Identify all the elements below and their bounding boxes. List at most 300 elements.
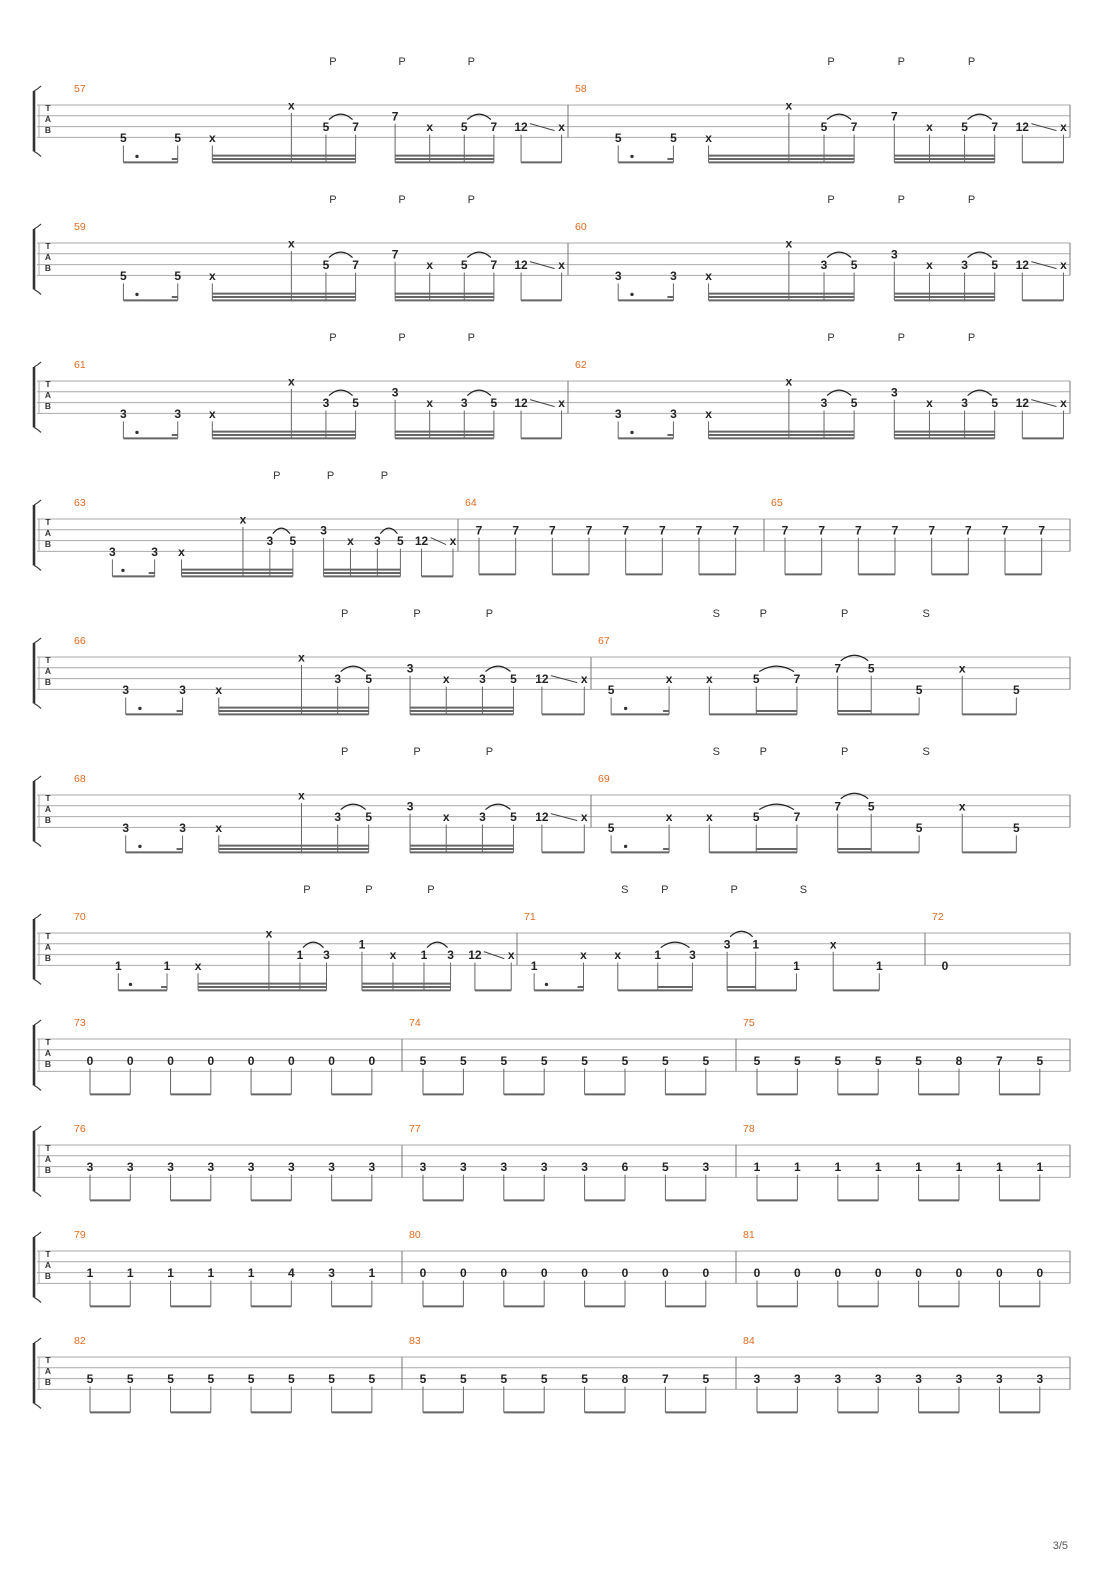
dead-note: x [426,258,434,273]
dot [138,845,141,848]
fret-number: 6 [621,1160,629,1175]
fret-number: 3 [689,948,696,963]
measure-number: 65 [771,497,783,509]
fret-number: 12 [514,396,528,411]
fret-number: 3 [323,948,330,963]
fret-number: 7 [818,523,826,538]
fret-number: 5 [752,810,760,825]
fret-number: 5 [322,258,330,273]
fret-number: 5 [419,1054,427,1069]
fret-number: 7 [1001,523,1009,538]
pull-off-arc [485,804,510,810]
fret-number: 1 [874,1160,882,1175]
fret-number: 3 [874,1372,882,1387]
fret-number: 3 [328,1160,335,1175]
fret-number: 3 [723,937,731,952]
pull-off-arc [759,804,794,810]
fret-number: 1 [654,948,662,963]
fret-number: 3 [834,1372,842,1387]
fret-number: 5 [174,268,182,283]
measure-number: 77 [409,1123,421,1135]
dead-note: x [558,258,565,273]
slide-mark: S [799,884,808,896]
fret-number: 5 [752,672,760,687]
slide-line [530,124,555,131]
dead-note: x [785,374,793,389]
fret-number: 5 [540,1054,548,1069]
pull-off-mark: P [827,56,835,68]
fret-number: 1 [996,1160,1003,1175]
dead-note: x [829,937,837,952]
dead-note: x [1060,396,1067,411]
pull-off-mark: P [380,470,389,482]
fret-number: 5 [419,1372,427,1387]
fret-number: 5 [1036,1054,1044,1069]
fret-number: 7 [964,523,972,538]
fret-number: 1 [915,1160,922,1175]
fret-number: 3 [702,1160,710,1175]
pull-off-mark: P [398,194,406,206]
pull-off-mark: P [897,332,905,344]
fret-number: 0 [126,1054,134,1069]
tab-clef-t: T [45,793,51,803]
pull-off-mark: P [759,608,767,620]
fret-number: 5 [662,1054,669,1069]
fret-number: 5 [662,1160,669,1175]
pull-off-mark: P [303,884,311,896]
pull-off-mark: P [827,332,835,344]
dead-note: x [1060,258,1067,273]
pull-off-arc [730,931,753,937]
measure-number: 83 [409,1335,421,1347]
dead-note: x [215,820,223,835]
pull-off-mark: P [365,884,373,896]
pull-off-mark: P [340,608,349,620]
tab-clef-a: A [44,1154,52,1164]
pull-off-mark: P [967,56,976,68]
fret-number: 5 [834,1054,842,1069]
dead-note: x [958,661,966,676]
fret-number: 7 [781,523,789,538]
slide-mark: S [712,746,720,758]
measure-number: 58 [575,83,587,95]
measure-number: 62 [575,359,587,371]
fret-number: 3 [419,1160,427,1175]
tab-clef-t: T [45,655,51,665]
fret-number: 0 [955,1266,963,1281]
measure-number: 64 [465,497,477,509]
fret-number: 3 [460,396,468,411]
tab-system [34,1232,41,1302]
measure-number: 75 [743,1017,755,1029]
fret-number: 7 [391,247,399,262]
fret-number: 1 [296,948,304,963]
dot [138,707,141,710]
tab-system [34,776,41,846]
fret-number: 1 [126,1266,134,1281]
fret-number: 3 [391,385,399,400]
fret-number: 7 [490,258,498,273]
fret-number: 7 [834,799,842,814]
fret-number: 3 [996,1372,1003,1387]
fret-number: 1 [86,1266,94,1281]
fret-number: 1 [368,1266,376,1281]
fret-number: 7 [793,810,801,825]
fret-number: 3 [540,1160,548,1175]
pull-off-arc [329,390,353,396]
tab-clef-a: A [44,1366,52,1376]
dead-note: x [614,948,622,963]
fret-number: 0 [874,1266,882,1281]
fret-number: 5 [991,258,999,273]
fret-number: 0 [621,1266,629,1281]
fret-number: 7 [662,1372,669,1387]
fret-number: 5 [490,396,498,411]
fret-number: 5 [120,130,127,145]
measure-number: 84 [743,1335,755,1347]
tab-clef-b: B [44,539,52,549]
fret-number: 5 [874,1054,882,1069]
fret-number: 3 [247,1160,255,1175]
dot [624,707,627,710]
fret-number: 3 [174,406,182,421]
fret-number: 5 [540,1372,548,1387]
pull-off-arc [467,252,491,258]
measure-number: 63 [74,497,86,509]
measure-number: 68 [74,773,86,785]
pull-off-mark: P [398,56,406,68]
fret-number: 5 [581,1054,588,1069]
fret-number: 0 [834,1266,842,1281]
dead-note: x [926,258,933,273]
fret-number: 3 [122,820,130,835]
fret-number: 5 [867,661,875,676]
pull-off-mark: P [467,194,475,206]
fret-number: 3 [447,948,454,963]
dead-note: x [288,374,295,389]
fret-number: 1 [793,958,800,973]
pull-off-mark: P [329,56,337,68]
fret-number: 5 [86,1372,94,1387]
dead-note: x [288,98,295,113]
pull-off-arc [968,390,992,396]
dot [630,431,633,434]
pull-off-mark: P [759,746,767,758]
fret-number: 5 [126,1372,134,1387]
fret-number: 12 [514,120,528,135]
dead-note: x [426,120,434,135]
fret-number: 3 [122,682,130,697]
tab-system [34,638,41,708]
fret-number: 5 [500,1372,508,1387]
fret-number: 1 [420,948,428,963]
fret-number: 7 [658,523,666,538]
fret-number: 3 [179,682,186,697]
fret-number: 3 [670,268,677,283]
fret-number: 8 [621,1372,629,1387]
fret-number: 5 [867,799,875,814]
fret-number: 5 [397,534,404,549]
fret-number: 3 [266,534,274,549]
tab-clef-t: T [45,379,51,389]
fret-number: 5 [621,1054,629,1069]
fret-number: 3 [890,247,898,262]
pull-off-arc [968,252,992,258]
fret-number: 5 [365,672,373,687]
slide-mark: S [712,608,720,620]
dot [545,983,548,986]
fret-number: 0 [368,1054,376,1069]
measure-number: 69 [598,773,610,785]
fret-number: 0 [500,1266,508,1281]
pull-off-mark: P [485,608,494,620]
fret-number: 5 [753,1054,761,1069]
fret-number: 5 [460,120,468,135]
tab-clef-b: B [44,263,52,273]
fret-number: 5 [1013,682,1020,697]
tab-clef-b: B [44,815,52,825]
tab-clef-t: T [45,241,51,251]
fret-number: 3 [368,1160,376,1175]
dead-note: x [665,810,673,825]
fret-number: 1 [207,1266,215,1281]
pull-off-mark: P [827,194,835,206]
fret-number: 7 [352,258,359,273]
fret-number: 0 [328,1054,335,1069]
fret-number: 5 [915,820,923,835]
fret-number: 4 [287,1266,295,1281]
fret-number: 7 [475,523,483,538]
fret-number: 1 [530,958,538,973]
pull-off-mark: P [661,884,669,896]
dead-note: x [558,396,565,411]
fret-number: 3 [820,258,828,273]
dot [630,293,633,296]
dead-note: x [1060,120,1067,135]
fret-number: 5 [287,1372,295,1387]
pull-off-arc [827,252,851,258]
fret-number: 3 [374,534,381,549]
measure-number: 67 [598,635,610,647]
fret-number: 0 [581,1266,588,1281]
tab-system [34,1020,41,1090]
tab-clef-t: T [45,1143,51,1153]
pull-off-arc [827,390,851,396]
dead-note: x [926,396,933,411]
fret-number: 5 [850,396,858,411]
fret-number: 5 [510,672,517,687]
dot [624,845,627,848]
fret-number: 7 [890,109,898,124]
measure-number: 70 [74,911,86,923]
fret-number: 0 [419,1266,427,1281]
measure-number: 74 [409,1017,421,1029]
dead-note: x [705,406,712,421]
dead-note: x [215,682,223,697]
fret-number: 5 [702,1372,710,1387]
page-number: 3/5 [1052,1540,1068,1552]
pull-off-mark: P [967,194,976,206]
fret-number: 12 [1015,120,1029,135]
pull-off-mark: P [273,470,281,482]
pull-off-arc [329,114,353,120]
fret-number: 0 [207,1054,215,1069]
tab-clef-b: B [44,1271,52,1281]
fret-number: 3 [328,1266,335,1281]
pull-off-mark: P [967,332,976,344]
fret-number: 5 [850,258,858,273]
measure-number: 81 [743,1229,755,1241]
fret-number: 5 [365,810,373,825]
pull-off-mark: P [326,470,335,482]
fret-number: 3 [961,396,968,411]
pull-off-mark: P [467,56,475,68]
fret-number: 1 [794,1160,801,1175]
tab-clef-a: A [44,1048,52,1058]
tab-clef-t: T [45,1037,51,1047]
pull-off-mark: P [398,332,406,344]
fret-number: 0 [941,958,949,973]
fret-number: 5 [820,120,828,135]
tab-clef-t: T [45,103,51,113]
dead-note: x [239,512,247,527]
fret-number: 12 [1015,258,1029,273]
measure-number: 60 [575,221,587,233]
tab-system [34,1126,41,1196]
fret-number: 3 [955,1372,963,1387]
tab-clef-b: B [44,1059,52,1069]
fret-number: 3 [207,1160,215,1175]
tab-clef-b: B [44,1377,52,1387]
pull-off-mark: P [427,884,435,896]
fret-number: 7 [793,672,801,687]
fret-number: 5 [120,268,127,283]
fret-number: 3 [322,396,330,411]
fret-number: 7 [854,523,862,538]
dead-note: x [389,948,397,963]
pull-off-arc [827,114,851,120]
fret-number: 5 [167,1372,174,1387]
tab-clef-a: A [44,1260,52,1270]
fret-number: 1 [114,958,122,973]
fret-number: 5 [289,534,297,549]
pull-off-arc [341,804,366,810]
fret-number: 0 [915,1266,922,1281]
fret-number: 5 [581,1372,588,1387]
dead-note: x [426,396,434,411]
measure-number: 80 [409,1229,421,1241]
fret-number: 0 [753,1266,761,1281]
pull-off-mark: P [329,194,337,206]
dead-note: x [580,672,588,687]
fret-number: 7 [391,109,399,124]
measure-number: 59 [74,221,86,233]
fret-number: 3 [753,1372,761,1387]
fret-number: 0 [996,1266,1003,1281]
dead-note: x [926,120,933,135]
measure-number: 71 [524,911,536,923]
fret-number: 0 [167,1054,174,1069]
tab-clef-t: T [45,517,51,527]
dead-note: x [785,98,793,113]
fret-number: 3 [581,1160,588,1175]
fret-number: 3 [479,672,486,687]
dead-note: x [705,810,713,825]
tab-system [34,362,41,432]
fret-number: 3 [151,544,158,559]
dead-note: x [298,788,305,803]
slide-mark: S [922,608,930,620]
fret-number: 0 [540,1266,548,1281]
fret-number: 5 [368,1372,376,1387]
fret-number: 12 [468,948,482,963]
slide-line [1031,124,1056,131]
fret-number: 3 [109,544,116,559]
tab-clef-t: T [45,931,51,941]
tab-clef-b: B [44,125,52,135]
fret-number: 5 [961,120,968,135]
dot [135,431,138,434]
tab-clef-a: A [44,804,52,814]
dead-note: x [288,236,295,251]
fret-number: 1 [163,958,171,973]
fret-number: 3 [120,406,127,421]
dot [129,983,132,986]
tab-system [34,224,41,294]
fret-number: 7 [991,120,999,135]
fret-number: 0 [460,1266,467,1281]
fret-number: 12 [514,258,528,273]
tab-clef-b: B [44,401,52,411]
fret-number: 5 [607,820,615,835]
fret-number: 3 [406,799,414,814]
fret-number: 5 [702,1054,710,1069]
fret-number: 3 [961,258,968,273]
pull-off-arc [661,942,690,948]
dead-note: x [785,236,793,251]
fret-number: 3 [500,1160,508,1175]
pull-off-mark: P [841,608,849,620]
tab-clef-a: A [44,114,52,124]
tab-system [34,1338,41,1408]
pull-off-mark: P [897,194,905,206]
fret-number: 3 [460,1160,467,1175]
fret-number: 5 [915,1054,922,1069]
dead-note: x [705,130,712,145]
fret-number: 7 [352,120,359,135]
pull-off-mark: P [730,884,738,896]
tab-clef-b: B [44,1165,52,1175]
fret-number: 3 [406,661,414,676]
fret-number: 8 [955,1054,963,1069]
fret-number: 5 [991,396,999,411]
fret-number: 5 [322,120,330,135]
tab-system [34,500,41,570]
dead-note: x [194,958,202,973]
dead-note: x [665,672,673,687]
measure-number: 72 [932,911,944,923]
fret-number: 5 [328,1372,335,1387]
dead-note: x [558,120,565,135]
dead-note: x [347,534,354,549]
fret-number: 7 [834,661,842,676]
fret-number: 3 [320,523,327,538]
dead-note: x [208,130,216,145]
fret-number: 5 [460,1372,467,1387]
measure-number: 78 [743,1123,755,1135]
pull-off-arc [968,114,992,120]
dead-note: x [580,810,588,825]
